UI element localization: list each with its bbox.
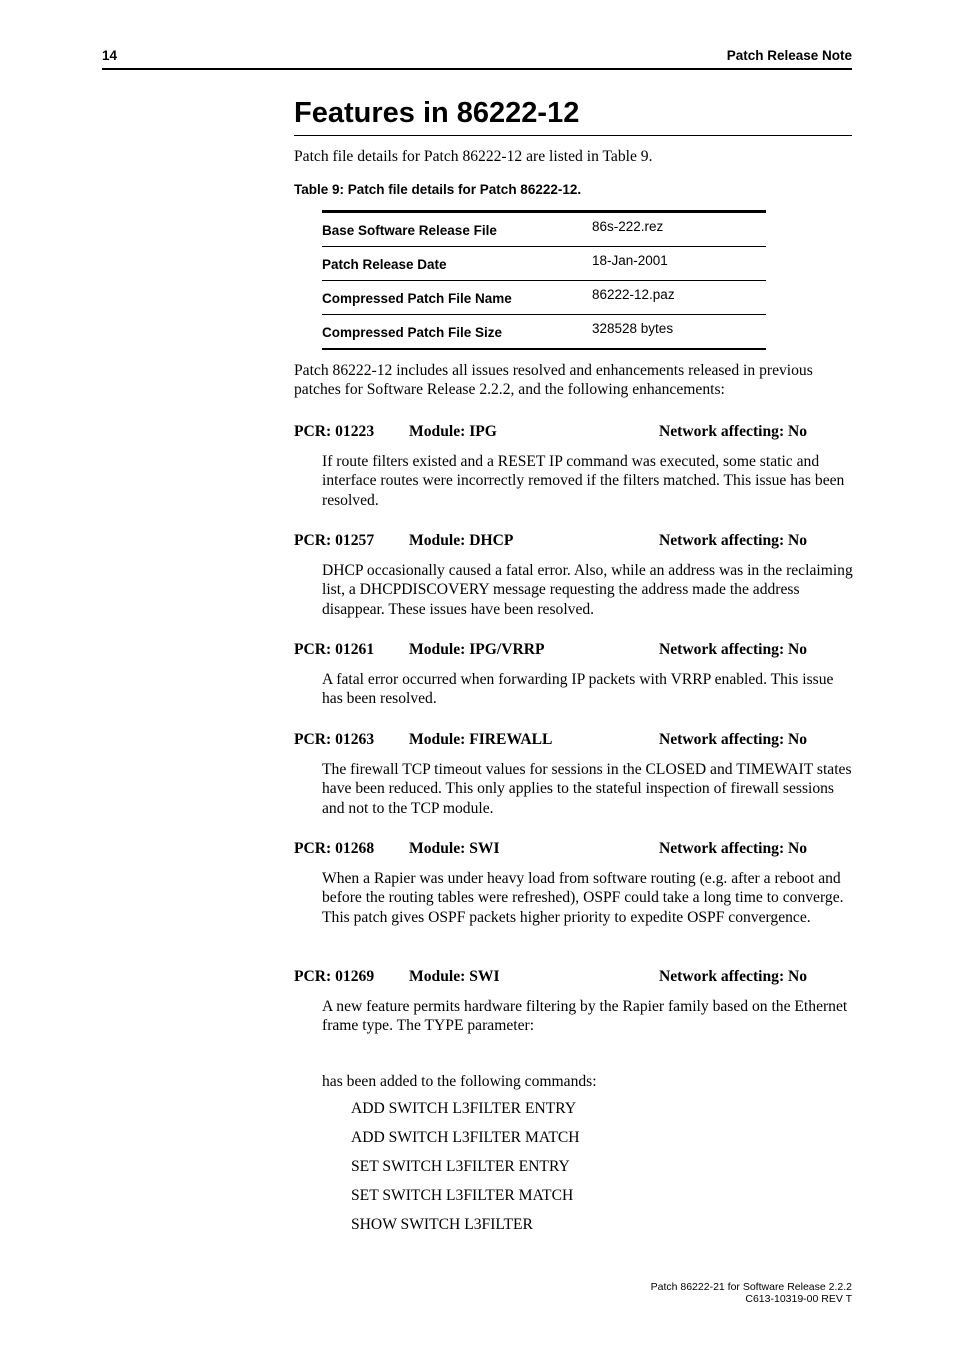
pcr-network-affecting: Network affecting: No: [659, 731, 808, 748]
table-row: [322, 281, 766, 315]
table-row: [322, 247, 766, 281]
section-heading: Features in 86222-12: [294, 95, 852, 136]
patch-details-table: [322, 210, 766, 350]
row-value: 18-Jan-2001: [592, 247, 766, 281]
pcr-description: If route filters existed and a RESET IP command was executed, some static and interface routes were incorrectly removed if the filters matched. This issue has been resolved.: [322, 453, 845, 509]
pcr-number: PCR: 01257: [294, 532, 375, 549]
pcr-description: DHCP occasionally caused a fatal error. Also, while an address was in the reclaiming list, a DHCPDISCOVERY message requesting the address made the address disappear. These issues have been resolved.: [322, 562, 853, 618]
pcr-module: Module: IPG/VRRP: [409, 641, 545, 658]
pcr-network-affecting: Network affecting: No: [659, 423, 808, 440]
footer-doc-number: C613-10319-00 REV T: [745, 1293, 852, 1305]
pcr-description: A new feature permits hardware filtering by the Rapier family based on the Ethernet frame type. The TYPE parameter:: [322, 998, 848, 1035]
command-item: SET SWITCH L3FILTER ENTRY: [351, 1158, 570, 1175]
pcr-module: Module: SWI: [409, 840, 500, 857]
command-item: SHOW SWITCH L3FILTER: [351, 1216, 533, 1233]
page-footer: [651, 1281, 852, 1305]
pcr-heading: [294, 641, 854, 661]
row-value: 86s-222.rez: [592, 212, 766, 247]
pcr-description: When a Rapier was under heavy load from software routing (e.g. after a reboot and before the routing tables were refreshed), OSPF could take a long time to converge. This patch gives OSPF packets higher priority to expedite OSPF convergence.: [322, 870, 844, 926]
pcr-module: Module: DHCP: [409, 532, 514, 549]
page-header: [102, 48, 852, 70]
pcr-description: The firewall TCP timeout values for sessions in the CLOSED and TIMEWAIT states have been reduced. This only applies to the stateful inspection of firewall sessions and not to the TCP module.: [322, 761, 852, 817]
table-row: [322, 212, 766, 247]
pcr-heading: [294, 532, 854, 552]
table-caption: Table 9: Patch file details for Patch 86222-12.: [294, 182, 582, 197]
added-commands-text: has been added to the following commands:: [322, 1073, 597, 1090]
pcr-number: PCR: 01269: [294, 968, 375, 985]
pcr-number: PCR: 01268: [294, 840, 375, 857]
footer-patch-line: Patch 86222-21 for Software Release 2.2.2: [650, 1281, 852, 1293]
pcr-number: PCR: 01223: [294, 423, 375, 440]
command-item: ADD SWITCH L3FILTER MATCH: [351, 1129, 580, 1146]
pcr-network-affecting: Network affecting: No: [659, 968, 808, 985]
pcr-network-affecting: Network affecting: No: [659, 840, 808, 857]
table-row: [322, 315, 766, 350]
header-title: Patch Release Note: [726, 48, 852, 63]
row-label: Compressed Patch File Name: [322, 281, 592, 315]
row-label: Patch Release Date: [322, 247, 592, 281]
pcr-heading: [294, 840, 854, 860]
pcr-heading: [294, 968, 854, 988]
pcr-network-affecting: Network affecting: No: [659, 532, 808, 549]
pcr-heading: [294, 423, 854, 443]
pcr-number: PCR: 01263: [294, 731, 375, 748]
pcr-module: Module: IPG: [409, 423, 497, 440]
pcr-description: A fatal error occurred when forwarding IP packets with VRRP enabled. This issue has been resolved.: [322, 671, 834, 708]
pcr-network-affecting: Network affecting: No: [659, 641, 808, 658]
row-label: Compressed Patch File Size: [322, 325, 503, 340]
pcr-module: Module: SWI: [409, 968, 500, 985]
command-item: ADD SWITCH L3FILTER ENTRY: [351, 1100, 577, 1117]
pcr-module: Module: FIREWALL: [409, 731, 553, 748]
row-label: Base Software Release File: [322, 212, 592, 247]
row-value: 86222-12.paz: [592, 281, 766, 315]
row-value: 328528 bytes: [592, 321, 674, 336]
page-number: 14: [102, 48, 118, 63]
pcr-heading: [294, 731, 854, 751]
pcr-number: PCR: 01261: [294, 641, 375, 658]
summary-paragraph: Patch 86222-12 includes all issues resolved and enhancements released in previous patches for Software Release 2.2.2, and the following enhancements:: [294, 362, 813, 399]
command-item: SET SWITCH L3FILTER MATCH: [351, 1187, 574, 1204]
intro-paragraph: Patch file details for Patch 86222-12 are listed in Table 9.: [294, 148, 653, 165]
